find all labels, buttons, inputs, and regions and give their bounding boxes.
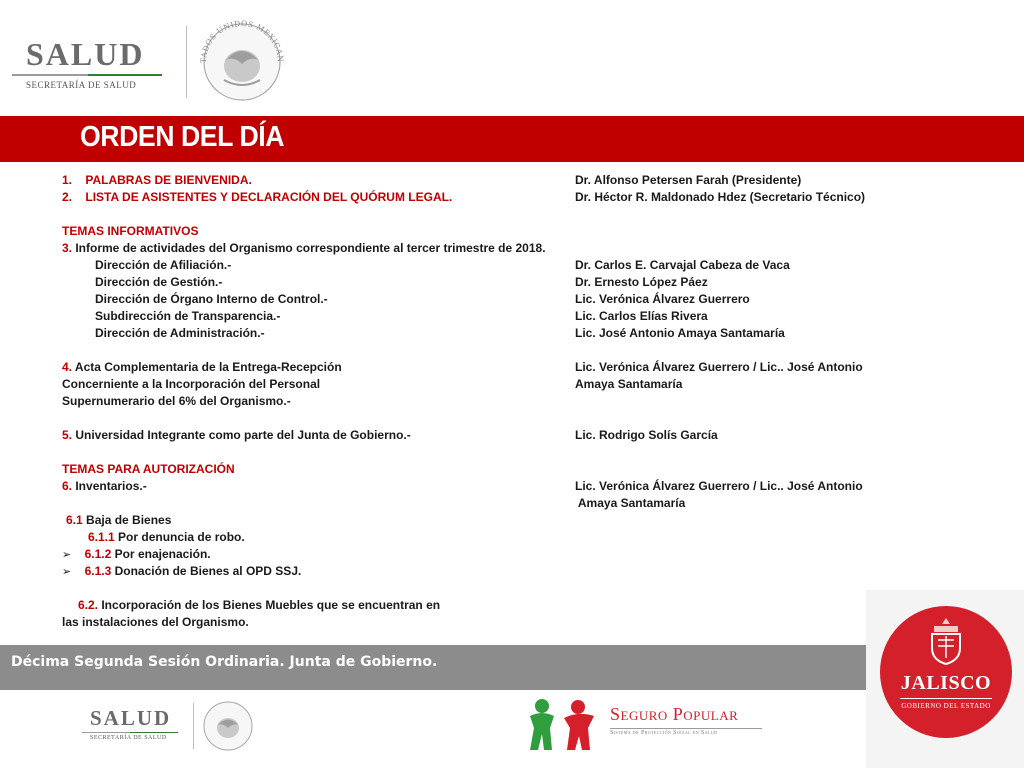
salud-logo: [8, 30, 178, 100]
speaker-item-6-line2: Amaya Santamaría: [575, 496, 686, 510]
jalisco-subtitle: GOBIERNO DEL ESTADO: [901, 702, 991, 710]
footer-salud-logo: [78, 706, 188, 746]
item-6-label: Inventarios.-: [72, 479, 147, 493]
item-3-number: 3.: [62, 241, 73, 255]
speaker-item-6-line1: Lic. Verónica Álvarez Guerrero / Lic.. José Antonio: [575, 479, 863, 493]
seguro-popular-figures-icon: [526, 698, 600, 754]
item-6-number: 6.: [62, 479, 73, 493]
footer-session-text: Décima Segunda Sesión Ordinaria. Junta de Gobierno.: [11, 654, 438, 670]
section-temas-autorizacion: TEMAS PARA AUTORIZACIÓN: [62, 462, 235, 476]
jalisco-logo: [880, 606, 1012, 738]
agenda-item-4-line2: Concerniente a la Incorporación del Personal: [62, 377, 321, 391]
speaker-transparencia: Lic. Carlos Elías Rivera: [575, 309, 708, 323]
speaker-item-1: Dr. Alfonso Petersen Farah (Presidente): [575, 173, 802, 187]
agenda-item-2: [62, 189, 452, 206]
direccion-control: Dirección de Órgano Interno de Control.-: [95, 292, 328, 306]
item-4-number: 4.: [62, 360, 73, 374]
direccion-gestion: Dirección de Gestión.-: [95, 275, 223, 289]
speaker-afiliacion: Dr. Carlos E. Carvajal Cabeza de Vaca: [575, 258, 790, 272]
agenda-item-1: [62, 172, 252, 189]
seguro-popular-rule: [610, 728, 762, 729]
section-temas-informativos: TEMAS INFORMATIVOS: [62, 224, 199, 238]
direccion-afiliacion: Dirección de Afiliación.-: [95, 258, 232, 272]
seguro-popular-logo: [526, 698, 776, 756]
footer-salud-word: SALUD: [90, 706, 172, 730]
agenda-item-5: [62, 427, 411, 444]
item-6-1-number: 6.1: [66, 513, 83, 527]
direccion-administracion: Dirección de Administración.-: [95, 326, 265, 340]
mexico-seal-icon: [196, 16, 288, 104]
salud-logo-word: SALUD: [26, 36, 145, 72]
item-6-2-number: 6.2.: [78, 598, 99, 612]
agenda-item-6-1-3: [62, 563, 301, 580]
speaker-administracion: Lic. José Antonio Amaya Santamaría: [575, 326, 785, 340]
item-4-label: Acta Complementaria de la Entrega-Recepción: [72, 360, 342, 374]
item-1-number: 1.: [62, 173, 73, 187]
footer-salud-accent: [130, 732, 178, 733]
item-5-label: Universidad Integrante como parte del Junta de Gobierno.-: [72, 428, 411, 442]
arrow-bullet-icon: ➢: [62, 565, 72, 578]
speaker-item-4-line2: Amaya Santamaría: [575, 377, 683, 391]
seal-text: TADOS UNIDOS MEXICAN: [198, 18, 286, 64]
agenda-item-6-1: [66, 512, 171, 529]
arrow-bullet-icon: ➢: [62, 548, 72, 561]
speaker-gestion: Dr. Ernesto López Páez: [575, 275, 708, 289]
seguro-popular-subtitle: Sistema de Protección Social en Salud: [610, 730, 718, 736]
agenda-item-6-1-2: [62, 546, 211, 563]
item-6-2-label: Incorporación de los Bienes Muebles que se encuentran en: [98, 598, 441, 612]
speaker-control: Lic. Verónica Álvarez Guerrero: [575, 292, 750, 306]
seguro-popular-title: Seguro Popular: [610, 704, 739, 724]
footer-mexico-seal-icon: [200, 699, 256, 753]
jalisco-word: JALISCO: [900, 672, 992, 694]
agenda-item-4-line1: [62, 359, 342, 376]
header-divider: [186, 26, 187, 98]
item-5-number: 5.: [62, 428, 73, 442]
jalisco-shield-icon: [926, 616, 966, 666]
jalisco-rule: [900, 698, 992, 699]
item-2-label: LISTA DE ASISTENTES Y DECLARACIÓN DEL QUÓRUM LEGAL.: [85, 190, 453, 204]
item-6-1-2-number: 6.1.2: [84, 547, 112, 561]
speaker-item-2: Dr. Héctor R. Maldonado Hdez (Secretario Técnico): [575, 190, 866, 204]
item-6-1-1-number: 6.1.1: [88, 530, 115, 544]
footer-salud-subtitle: SECRETARÍA DE SALUD: [90, 735, 167, 741]
item-6-1-label: Baja de Bienes: [82, 513, 172, 527]
salud-logo-subtitle: SECRETARÍA DE SALUD: [26, 80, 137, 90]
subdireccion-transparencia: Subdirección de Transparencia.-: [95, 309, 281, 323]
item-2-number: 2.: [62, 190, 73, 204]
item-3-label: Informe de actividades del Organismo correspondiente al tercer trimestre de 2018.: [72, 241, 546, 255]
agenda-item-6-1-1: [88, 529, 245, 546]
item-6-1-3-number: 6.1.3: [84, 564, 112, 578]
item-6-1-3-label: Donación de Bienes al OPD SSJ.: [111, 564, 302, 578]
agenda-item-6-2-line1: [78, 597, 440, 614]
speaker-item-4-line1: Lic. Verónica Álvarez Guerrero / Lic.. José Antonio: [575, 360, 863, 374]
agenda-item-6-2-line2: las instalaciones del Organismo.: [62, 615, 249, 629]
item-6-1-2-label: Por enajenación.: [111, 547, 211, 561]
agenda-item-3: [62, 240, 546, 257]
item-1-label: PALABRAS DE BIENVENIDA.: [85, 173, 252, 187]
salud-logo-accent: [88, 74, 162, 76]
agenda-item-4-line3: Supernumerario del 6% del Organismo.-: [62, 394, 291, 408]
agenda-item-6: [62, 478, 147, 495]
speaker-item-5: Lic. Rodrigo Solís García: [575, 428, 718, 442]
footer-divider: [193, 703, 194, 749]
page-title: ORDEN DEL DÍA: [80, 121, 285, 153]
item-6-1-1-label: Por denuncia de robo.: [114, 530, 245, 544]
